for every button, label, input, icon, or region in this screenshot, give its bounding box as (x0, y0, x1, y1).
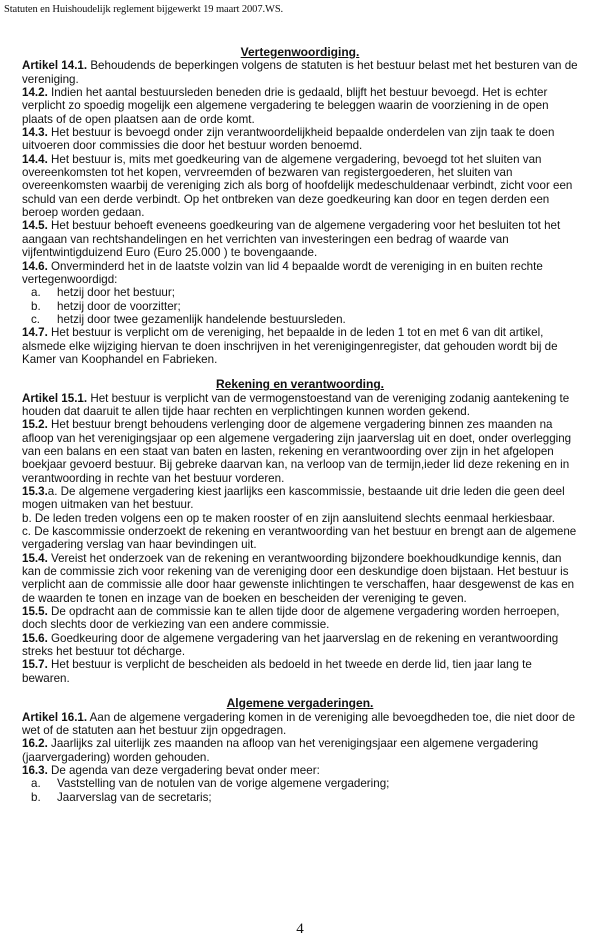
list-item-letter: b. (31, 299, 41, 313)
paragraph-text: Aan de algemene vergadering komen in de vereniging alle bevoegdheden toe, die niet door de wet of de statuten aan het bestuur zijn opgedragen. (22, 710, 576, 737)
paragraph-label: 15.2. (22, 418, 48, 432)
page-header: Statuten en Huishoudelijk reglement bijgewerkt 19 maart 2007.WS. (4, 4, 284, 15)
paragraph-text: a. De algemene vergadering kiest jaarlijks een kascommissie, bestaande uit drie leden die geen deel mogen uitmaken van het bestuur. (22, 485, 565, 512)
paragraph-text: Jaarlijks zal uiterlijk zes maanden na afloop van het verenigingsjaar een algemene vergadering (jaarvergadering) worden gehouden. (22, 737, 539, 764)
list-item-text: Jaarverslag van de secretaris; (57, 790, 212, 804)
paragraph-14-2 (22, 86, 578, 126)
paragraph-label: Artikel 15.1. (22, 391, 88, 405)
paragraph-text: Behoudends de beperkingen volgens de statuten is het bestuur belast met het besturen van de vereniging. (22, 59, 578, 86)
list-item (22, 300, 578, 313)
list-item (22, 286, 578, 299)
paragraph-14-1 (22, 59, 578, 86)
paragraph-text: Het bestuur is verplicht om de vereniging, het bepaalde in de leden 1 tot en met 6 van dit artikel, alsmede elke wijziging hiervan te doen inschrijven in het verenigingenregister, dat gehouden wordt bij de Kamer van Koophandel en Fabrieken. (22, 326, 558, 366)
paragraph-text: Het bestuur is verplicht de bescheiden als bedoeld in het tweede en derde lid, tien jaar lang te bewaren. (22, 658, 532, 685)
list-item-text: hetzij door het bestuur; (57, 286, 175, 300)
paragraph-text: Vereist het onderzoek van de rekening en verantwoording bijzondere boekhoudkundige kennis, dan kan de commissie zich voor rekening van de vereniging door een deskundige doen bijstaan. Het bestuur is verplicht aan de commissie alle door haar gewenste inlichtingen te verschaffen, haar desgewenst de kas en de waarden te tonen en inzage van de boeken en bescheiden der vereniging te geven. (22, 551, 575, 605)
paragraph-text: De opdracht aan de commissie kan te allen tijde door de algemene vergadering worden herroepen, doch slechts door de verkiezing van een andere commissie. (22, 605, 560, 632)
list-item-text: hetzij door twee gezamenlijk handelende bestuursleden. (57, 312, 346, 326)
paragraph-text: Onverminderd het in de laatste volzin van lid 4 bepaalde wordt de vereniging in en buiten rechte vertegenwoordigd: (22, 259, 543, 286)
paragraph-16-1 (22, 711, 578, 738)
paragraph-14-5 (22, 219, 578, 259)
list-item (22, 313, 578, 326)
paragraph-label: 16.3. (22, 763, 48, 777)
paragraph-15-6 (22, 632, 578, 659)
list-item (22, 777, 578, 790)
paragraph-label: 14.5. (22, 219, 48, 233)
paragraph-15-2 (22, 418, 578, 485)
paragraph-label: 15.3. (22, 485, 48, 498)
paragraph-label: 14.4. (22, 152, 48, 166)
paragraph-14-7 (22, 326, 578, 366)
paragraph-15-5 (22, 605, 578, 632)
section-title-rekening: Rekening en verantwoording. (215, 377, 385, 392)
paragraph-label: 15.7. (22, 658, 48, 672)
paragraph-label: 15.4. (22, 551, 48, 565)
paragraph-15-3-b: b. De leden treden volgens een op te maken rooster of en zijn aansluitend slechts eenmaal herkiesbaar. (22, 511, 556, 525)
list-item-text: hetzij door de voorzitter; (57, 299, 181, 313)
paragraph-text: Het bestuur brengt behoudens verlenging door de algemene vergadering binnen zes maanden na afloop van het verenigingsjaar op een algemene vergadering zijn jaarverslag uit en doet, onder overlegging van een balans en een staat van baten en lasten, rekening en verantwoording over zijn in het afgelopen boekjaar gevoerd bestuur. Bij gebreke daarvan kan, na verloop van de termijn,ieder lid deze rekening en in verantwoording in rechte van het bestuur vorderen. (22, 418, 572, 485)
paragraph-text: Het bestuur is verplicht van de vermogenstoestand van de vereniging zodanig aantekening te houden dat daaruit te allen tijde haar rechten en verplichtingen kunnen worden gekend. (22, 391, 570, 418)
paragraph-text: Het bestuur is bevoegd onder zijn verantwoordelijkheid bepaalde onderdelen van zijn taak te doen uitvoeren door commissies die door het bestuur worden benoemd. (22, 126, 555, 153)
paragraph-label: Artikel 14.1. (22, 59, 88, 73)
paragraph-15-4 (22, 552, 578, 605)
paragraph-text: Goedkeuring door de algemene vergadering van het jaarverslag en de rekening en verantwoording streks het bestuur tot décharge. (22, 631, 559, 659)
paragraph-15-3 (22, 485, 578, 512)
section-title-vertegenwoordiging: Vertegenwoordiging. (240, 45, 360, 59)
list-item-letter: a. (31, 777, 41, 791)
paragraph-text: Indien het aantal bestuursleden beneden drie is gedaald, blijft het bestuur bevoegd. Het is echter verplicht zo spoedig mogelijk een algemene vergadering te beleggen waarin de voorziening in de open plaats of de open plaatsen aan de orde komt. (22, 86, 549, 126)
list-item-letter: c. (31, 312, 41, 326)
section-title-algemene-vergaderingen: Algemene vergaderingen. (226, 696, 374, 711)
list-item-letter: b. (31, 790, 41, 804)
paragraph-label: 16.2. (22, 737, 48, 751)
paragraph-16-2 (22, 737, 578, 764)
page-number: 4 (296, 921, 304, 937)
paragraph-label: 15.5. (22, 605, 48, 619)
paragraph-label: 15.6. (22, 631, 48, 645)
list-item-text: Vaststelling van de notulen van de vorige algemene vergadering; (57, 777, 390, 791)
paragraph-15-3-c: c. De kascommissie onderzoekt de rekening en verantwoording van het bestuur en brengt aan de algemene vergadering verslag van haar bevindingen uit. (22, 525, 577, 552)
paragraph-label: 14.3. (22, 126, 48, 140)
paragraph-label: 14.2. (22, 86, 48, 100)
paragraph-label: 14.6. (22, 259, 48, 273)
paragraph-14-4 (22, 153, 578, 220)
paragraph-text: Het bestuur is, mits met goedkeuring van de algemene vergadering, bevoegd tot het sluiten van overeenkomsten tot het kopen, vervreemden of bezwaren van registergoederen, het sluiten van overeenkomsten waarbij de vereniging zich als borg of hoofdelijk medeschuldenaar verbindt, zicht voor een schuld van een derde verbindt. Op het ontbreken van deze goedkeuring kan door en tegen derden een beroep worden gedaan. (22, 152, 573, 220)
paragraph-text: Het bestuur behoeft eveneens goedkeuring van de algemene vergadering voor het besluiten tot het aangaan van rechtshandelingen en het verrichten van investeringen een bedrag of waarde van vijfentwintigduizend Euro (Euro 25.000 ) te bovengaande. (22, 219, 561, 260)
paragraph-16-3 (22, 764, 578, 777)
paragraph-15-1 (22, 392, 578, 419)
paragraph-label: Artikel 16.1. (22, 710, 88, 724)
paragraph-label: 14.7. (22, 326, 48, 340)
paragraph-14-3 (22, 126, 578, 153)
list-item-letter: a. (31, 286, 41, 300)
list-item (22, 791, 578, 804)
document-body (22, 46, 578, 804)
paragraph-15-7 (22, 658, 578, 685)
paragraph-14-6 (22, 260, 578, 287)
paragraph-text: De agenda van deze vergadering bevat onder meer: (47, 763, 320, 777)
